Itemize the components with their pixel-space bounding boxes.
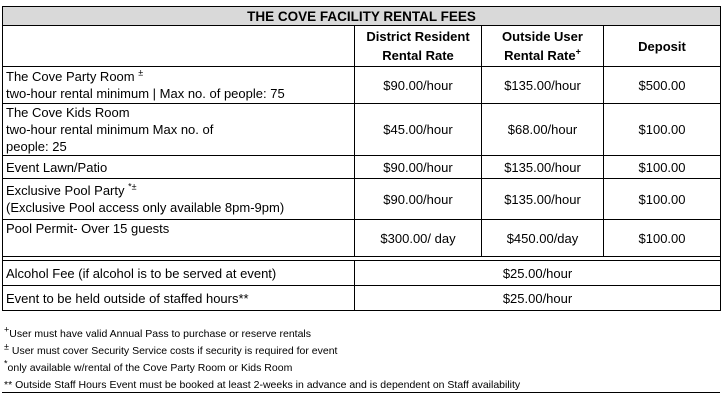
footnote-text: User must have valid Annual Pass to purchase or reserve rentals — [9, 328, 311, 340]
resident-rate: $90.00/hour — [355, 156, 482, 179]
resident-rate: $90.00/hour — [355, 67, 482, 104]
footnotes — [4, 326, 520, 394]
footnote-mark: *± — [128, 181, 137, 192]
footnote-text: User must cover Security Service costs if security is required for event — [8, 345, 338, 357]
header-row — [3, 26, 721, 67]
table-row — [3, 104, 721, 156]
facility-detail: two-hour rental minimum | Max no. of people: 75 — [6, 86, 285, 101]
table-row — [3, 179, 721, 220]
fee-label: Event to be held outside of staffed hours** — [3, 286, 355, 311]
footnote-symbol: + — [4, 324, 10, 335]
table-row — [3, 220, 721, 257]
facility-cell — [3, 179, 355, 220]
footnote — [4, 343, 520, 360]
header-outside-line1: Outside User — [502, 29, 583, 44]
resident-rate: $90.00/hour — [355, 179, 482, 220]
facility-name: Pool Permit- Over 15 guests — [6, 221, 170, 236]
footnote-text: only available w/rental of the Cove Party Room or Kids Room — [7, 362, 293, 374]
facility-cell — [3, 156, 355, 179]
outside-rate: $135.00/hour — [482, 67, 604, 104]
deposit-amount: $100.00 — [604, 220, 721, 257]
header-outside-rate — [482, 26, 604, 67]
resident-rate: $300.00/ day — [355, 220, 482, 257]
deposit-amount: $100.00 — [604, 104, 721, 156]
header-resident-line1: District Resident — [366, 29, 470, 44]
table-row — [3, 261, 721, 286]
header-outside-mark: + — [575, 46, 581, 57]
resident-rate: $45.00/hour — [355, 104, 482, 156]
facility-detail: two-hour rental minimum Max no. of — [6, 122, 214, 137]
header-outside-line2: Rental Rate — [504, 48, 576, 63]
table-title-row — [3, 7, 721, 26]
deposit-amount: $500.00 — [604, 67, 721, 104]
facility-detail: people: 25 — [6, 139, 67, 154]
footnote-text: ** Outside Staff Hours Event must be booked at least 2-weeks in advance and is dependent on Staff availability — [4, 379, 521, 391]
header-facility — [3, 26, 355, 67]
fee-value: $25.00/hour — [355, 261, 721, 286]
table-title: THE COVE FACILITY RENTAL FEES — [3, 7, 721, 26]
table-row — [3, 286, 721, 311]
outside-rate: $68.00/hour — [482, 104, 604, 156]
facility-name: Event Lawn/Patio — [6, 159, 108, 175]
facility-cell — [3, 67, 355, 104]
table-row — [3, 67, 721, 104]
facility-name: The Cove Kids Room — [6, 105, 130, 120]
footnote — [4, 360, 520, 377]
facility-name: Exclusive Pool Party — [6, 183, 125, 198]
facility-name: The Cove Party Room — [6, 69, 135, 84]
facility-detail: (Exclusive Pool access only available 8pm-9pm) — [6, 200, 285, 215]
bottom-divider — [2, 392, 720, 393]
footnote — [4, 326, 520, 343]
deposit-amount: $100.00 — [604, 179, 721, 220]
table-row — [3, 156, 721, 179]
fee-value: $25.00/hour — [355, 286, 721, 311]
header-resident-rate — [355, 26, 482, 67]
outside-rate: $450.00/day — [482, 220, 604, 257]
fee-label: Alcohol Fee (if alcohol is to be served at event) — [3, 261, 355, 286]
rental-fees-table — [2, 6, 721, 311]
header-resident-line2: Rental Rate — [382, 48, 454, 63]
footnote-symbol: * — [4, 358, 8, 369]
outside-rate: $135.00/hour — [482, 179, 604, 220]
header-deposit: Deposit — [604, 26, 721, 67]
footnote-mark: ± — [138, 67, 144, 78]
facility-cell — [3, 104, 355, 156]
outside-rate: $135.00/hour — [482, 156, 604, 179]
deposit-amount: $100.00 — [604, 156, 721, 179]
facility-cell — [3, 220, 355, 257]
footnote-symbol: ± — [4, 341, 9, 352]
